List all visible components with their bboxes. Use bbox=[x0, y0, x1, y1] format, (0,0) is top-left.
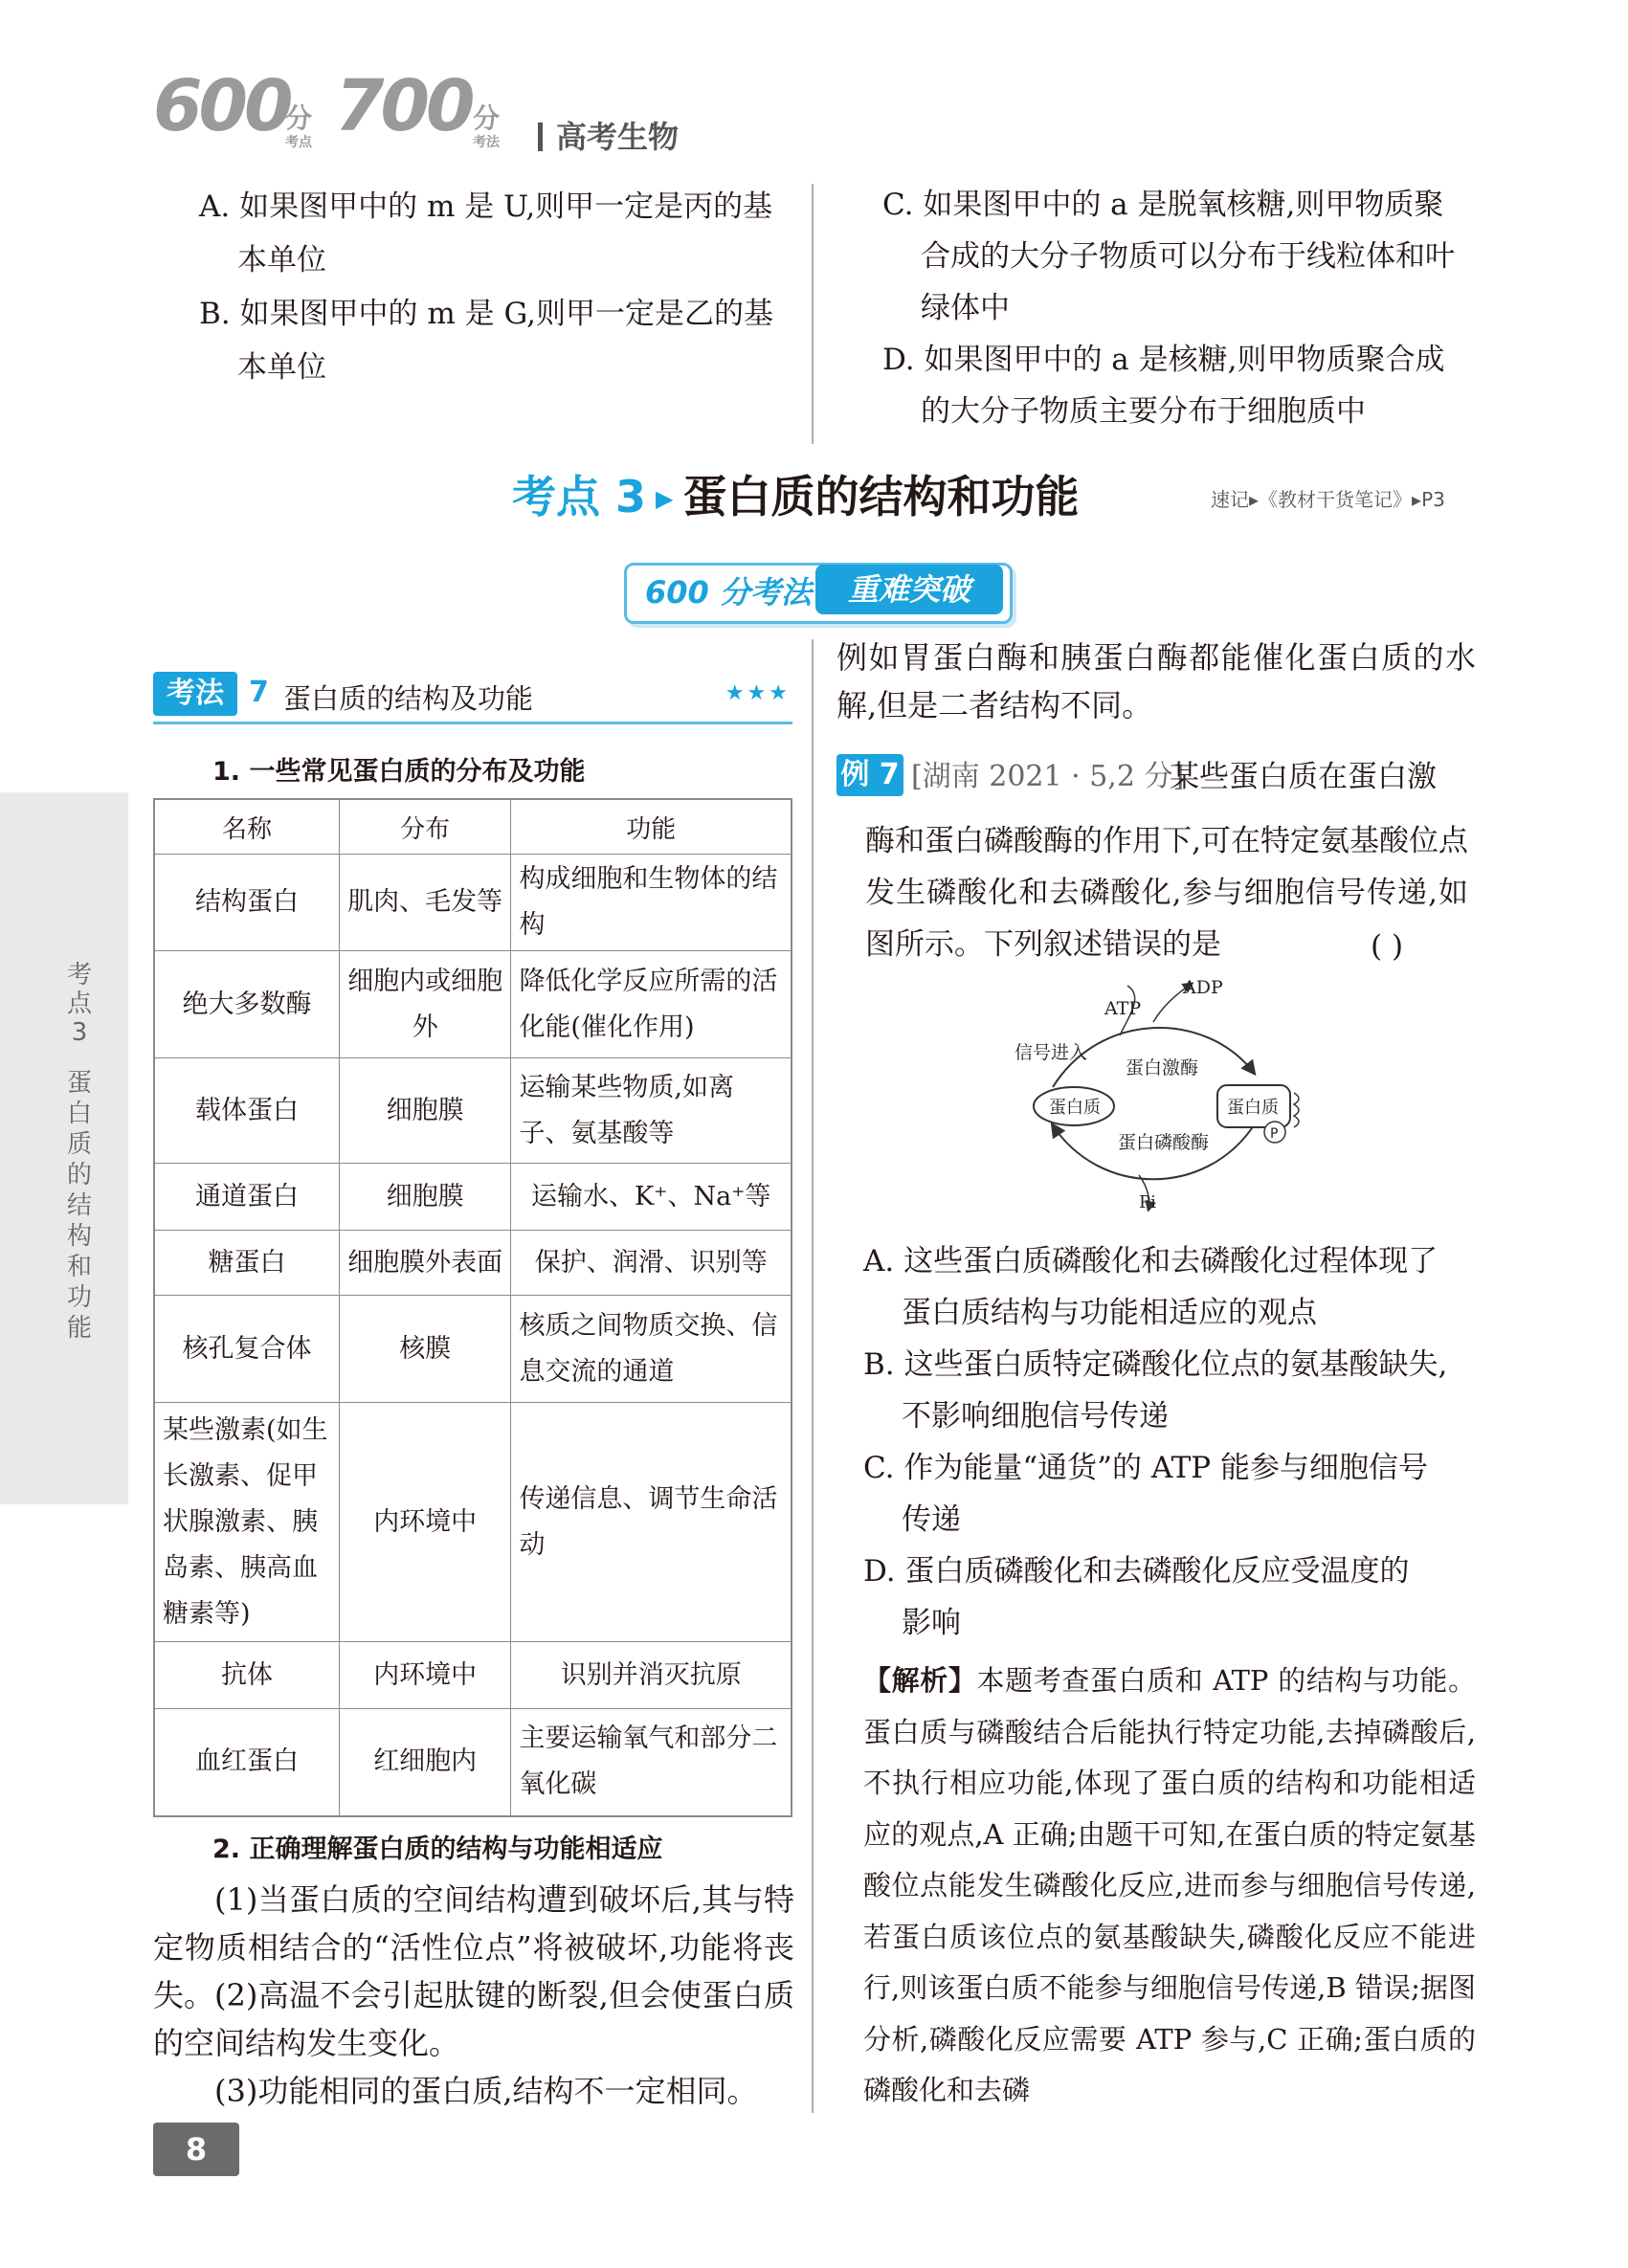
prev-option-a-line2: 本单位 bbox=[237, 243, 326, 278]
table-cell-function: 保护、润滑、识别等 bbox=[511, 1231, 792, 1296]
table-cell-function: 降低化学反应所需的活化能(催化作用) bbox=[511, 951, 792, 1058]
point-2: (2)高温不会引起肽键的断裂,但会使蛋白质的空间结构发生变化。 bbox=[153, 1977, 794, 2061]
protein-right-label: 蛋白质 bbox=[1227, 1098, 1279, 1118]
table-row bbox=[154, 1231, 792, 1296]
example-source: [湖南 2021 · 5,2 分] bbox=[911, 760, 1185, 793]
table-cell-name: 通道蛋白 bbox=[154, 1164, 339, 1231]
table-cell-function: 运输某些物质,如离子、氨基酸等 bbox=[511, 1058, 792, 1164]
table-cell-distribution: 红细胞内 bbox=[339, 1709, 511, 1816]
table-cell-distribution: 核膜 bbox=[339, 1296, 511, 1403]
prev-option-d-line2: 的大分子物质主要分布于细胞质中 bbox=[921, 394, 1366, 429]
table-row bbox=[154, 1164, 792, 1231]
option-d-line1: D. 蛋白质磷酸化和去磷酸化反应受温度的 bbox=[863, 1554, 1410, 1589]
table-cell-name: 糖蛋白 bbox=[154, 1231, 339, 1296]
prev-option-c-line3: 绿体中 bbox=[921, 291, 1010, 325]
option-c-line1: C. 作为能量“通货”的 ATP 能参与细胞信号 bbox=[863, 1451, 1428, 1485]
prev-option-c-line2: 合成的大分子物质可以分布于线粒体和叶 bbox=[921, 239, 1455, 274]
table-cell-distribution: 细胞内或细胞外 bbox=[339, 951, 511, 1058]
prev-option-d-line1: D. 如果图甲中的 a 是核糖,则甲物质聚合成 bbox=[882, 343, 1445, 377]
signal-wave-icon bbox=[1294, 1093, 1299, 1127]
side-tab-label-a: 考点3 bbox=[66, 961, 92, 1047]
kaofa-title: 蛋白质的结构及功能 bbox=[283, 682, 534, 715]
badge-right-label: 重难突破 bbox=[815, 565, 1003, 614]
atp-label: ATP bbox=[1104, 998, 1142, 1019]
adp-label: ADP bbox=[1183, 977, 1223, 998]
page-number: 8 bbox=[153, 2123, 239, 2176]
kinase-label: 蛋白激酶 bbox=[1126, 1057, 1199, 1078]
prev-option-a-line1: A. 如果图甲中的 m 是 U,则甲一定是丙的基 bbox=[199, 189, 773, 224]
table-cell-distribution: 细胞膜 bbox=[339, 1164, 511, 1231]
phosphatase-label: 蛋白磷酸酶 bbox=[1118, 1132, 1210, 1153]
table-cell-name: 绝大多数酶 bbox=[154, 951, 339, 1058]
phosphorylation-diagram bbox=[995, 972, 1340, 1212]
side-tab-label-b: 蛋白质的结构和功能 bbox=[66, 1069, 92, 1343]
brand-kaofa: 考法 bbox=[473, 135, 500, 150]
table-row bbox=[154, 1058, 792, 1164]
difficulty-stars: ★★★ bbox=[725, 681, 791, 705]
table-row bbox=[154, 1403, 792, 1642]
prev-option-c-line1: C. 如果图甲中的 a 是脱氧核糖,则甲物质聚 bbox=[882, 188, 1444, 222]
table-cell-function: 构成细胞和生物体的结构 bbox=[511, 855, 792, 951]
option-d-line2: 影响 bbox=[902, 1606, 961, 1640]
option-b-line1: B. 这些蛋白质特定磷酸化位点的氨基酸缺失, bbox=[863, 1347, 1448, 1382]
section-title: 蛋白质的结构和功能 bbox=[682, 471, 1080, 523]
brand-600: 600 bbox=[153, 65, 290, 147]
table-cell-function: 运输水、K⁺、Na⁺等 bbox=[511, 1164, 792, 1231]
table-row bbox=[154, 1296, 792, 1403]
subheading-2: 2. 正确理解蛋白质的结构与功能相适应 bbox=[212, 1834, 663, 1864]
protein-left-label: 蛋白质 bbox=[1049, 1098, 1101, 1118]
brand-700: 700 bbox=[335, 65, 472, 147]
table-header-function: 功能 bbox=[511, 799, 792, 855]
section-note: 速记▸《教材干货笔记》▸P3 bbox=[1211, 488, 1445, 511]
brand-kaodian: 考点 bbox=[285, 135, 312, 150]
analysis-block bbox=[863, 1656, 1476, 2117]
table-cell-name: 某些激素(如生长激素、促甲状腺激素、胰岛素、胰高血糖素等) bbox=[154, 1403, 339, 1642]
brand-fen1: 分 bbox=[285, 102, 313, 134]
section-heading bbox=[512, 462, 1080, 525]
table-header-distribution: 分布 bbox=[339, 799, 511, 855]
example-tag: 例 7 bbox=[836, 754, 903, 796]
table-cell-distribution: 内环境中 bbox=[339, 1403, 511, 1642]
table-row bbox=[154, 1642, 792, 1709]
kaofa-tag: 考法 bbox=[153, 672, 237, 716]
prev-option-b-line1: B. 如果图甲中的 m 是 G,则甲一定是乙的基 bbox=[199, 297, 773, 331]
table-row bbox=[154, 855, 792, 951]
column-divider-top bbox=[812, 184, 814, 444]
table-row bbox=[154, 951, 792, 1058]
option-b-line2: 不影响细胞信号传递 bbox=[902, 1399, 1169, 1434]
badge-left-label: 600 分考法 bbox=[645, 574, 812, 611]
table-cell-name: 结构蛋白 bbox=[154, 855, 339, 951]
table-cell-distribution: 细胞膜 bbox=[339, 1058, 511, 1164]
table-cell-name: 载体蛋白 bbox=[154, 1058, 339, 1164]
analysis-label: 【解析】 bbox=[863, 1664, 977, 1697]
table-cell-function: 传递信息、调节生命活动 bbox=[511, 1403, 792, 1642]
example-stem: 酶和蛋白磷酸酶的作用下,可在特定氨基酸位点发生磷酸化和去磷酸化,参与细胞信号传递,如图所示。下列叙述错误的是 bbox=[865, 824, 1468, 962]
table-cell-name: 抗体 bbox=[154, 1642, 339, 1709]
phosphate-label: P bbox=[1270, 1126, 1279, 1142]
brand-fen2: 分 bbox=[473, 102, 501, 134]
right-top-text: 例如胃蛋白酶和胰蛋白酶都能催化蛋白质的水解,但是二者结构不同。 bbox=[836, 639, 1476, 723]
kaofa-number: 7 bbox=[249, 676, 269, 709]
example-stem-first: 某些蛋白质在蛋白激 bbox=[1170, 760, 1437, 794]
subject-title: 高考生物 bbox=[538, 113, 679, 157]
column-divider bbox=[812, 639, 814, 2113]
kaofa-heading bbox=[153, 672, 792, 724]
subheading-1: 1. 一些常见蛋白质的分布及功能 bbox=[212, 757, 586, 787]
triangle-icon: ▶ bbox=[656, 485, 674, 512]
option-a-line1: A. 这些蛋白质磷酸化和去磷酸化过程体现了 bbox=[863, 1244, 1438, 1279]
table-cell-function: 核质之间物质交换、信息交流的通道 bbox=[511, 1296, 792, 1403]
point-1: (1)当蛋白质的空间结构遭到破坏后,其与特定物质相结合的“活性位点”将被破坏,功能将丧失。 bbox=[153, 1881, 794, 2013]
table-cell-name: 核孔复合体 bbox=[154, 1296, 339, 1403]
table-cell-function: 主要运输氧气和部分二氧化碳 bbox=[511, 1709, 792, 1816]
table-cell-name: 血红蛋白 bbox=[154, 1709, 339, 1816]
analysis-text: 本题考查蛋白质和 ATP 的结构与功能。蛋白质与磷酸结合后能执行特定功能,去掉磷酸后,不执行相应功能,体现了蛋白质的结构和功能相适应的观点,A 正确;由题干可知,在蛋白质的特定氨基酸位点能发生磷酸化反应,进而参与细胞信号传递,若蛋白质该位点的氨基酸缺失,磷酸化反应不能进行,则该蛋白质不能参与细胞信号传递,B 错误;据图分析,磷酸化反应需要 ATP 参与,C 正确;蛋白质的磷酸化和去磷 bbox=[863, 1664, 1476, 2106]
option-a-line2: 蛋白质结构与功能相适应的观点 bbox=[902, 1296, 1317, 1330]
prev-option-b-line2: 本单位 bbox=[237, 350, 326, 385]
point-3: (3)功能相同的蛋白质,结构不一定相同。 bbox=[214, 2073, 758, 2109]
table-cell-function: 识别并消灭抗原 bbox=[511, 1642, 792, 1709]
pi-label: Pi bbox=[1139, 1192, 1156, 1212]
protein-table bbox=[153, 798, 792, 1817]
table-row bbox=[154, 1709, 792, 1816]
table-cell-distribution: 肌肉、毛发等 bbox=[339, 855, 511, 951]
table-cell-distribution: 内环境中 bbox=[339, 1642, 511, 1709]
table-cell-distribution: 细胞膜外表面 bbox=[339, 1231, 511, 1296]
table-header-name: 名称 bbox=[154, 799, 339, 855]
section-number: 考点 3 bbox=[512, 471, 647, 523]
answer-bracket: ( ) bbox=[1371, 929, 1404, 964]
signal-label: 信号进入 bbox=[1015, 1042, 1088, 1063]
option-c-line2: 传递 bbox=[902, 1502, 961, 1537]
